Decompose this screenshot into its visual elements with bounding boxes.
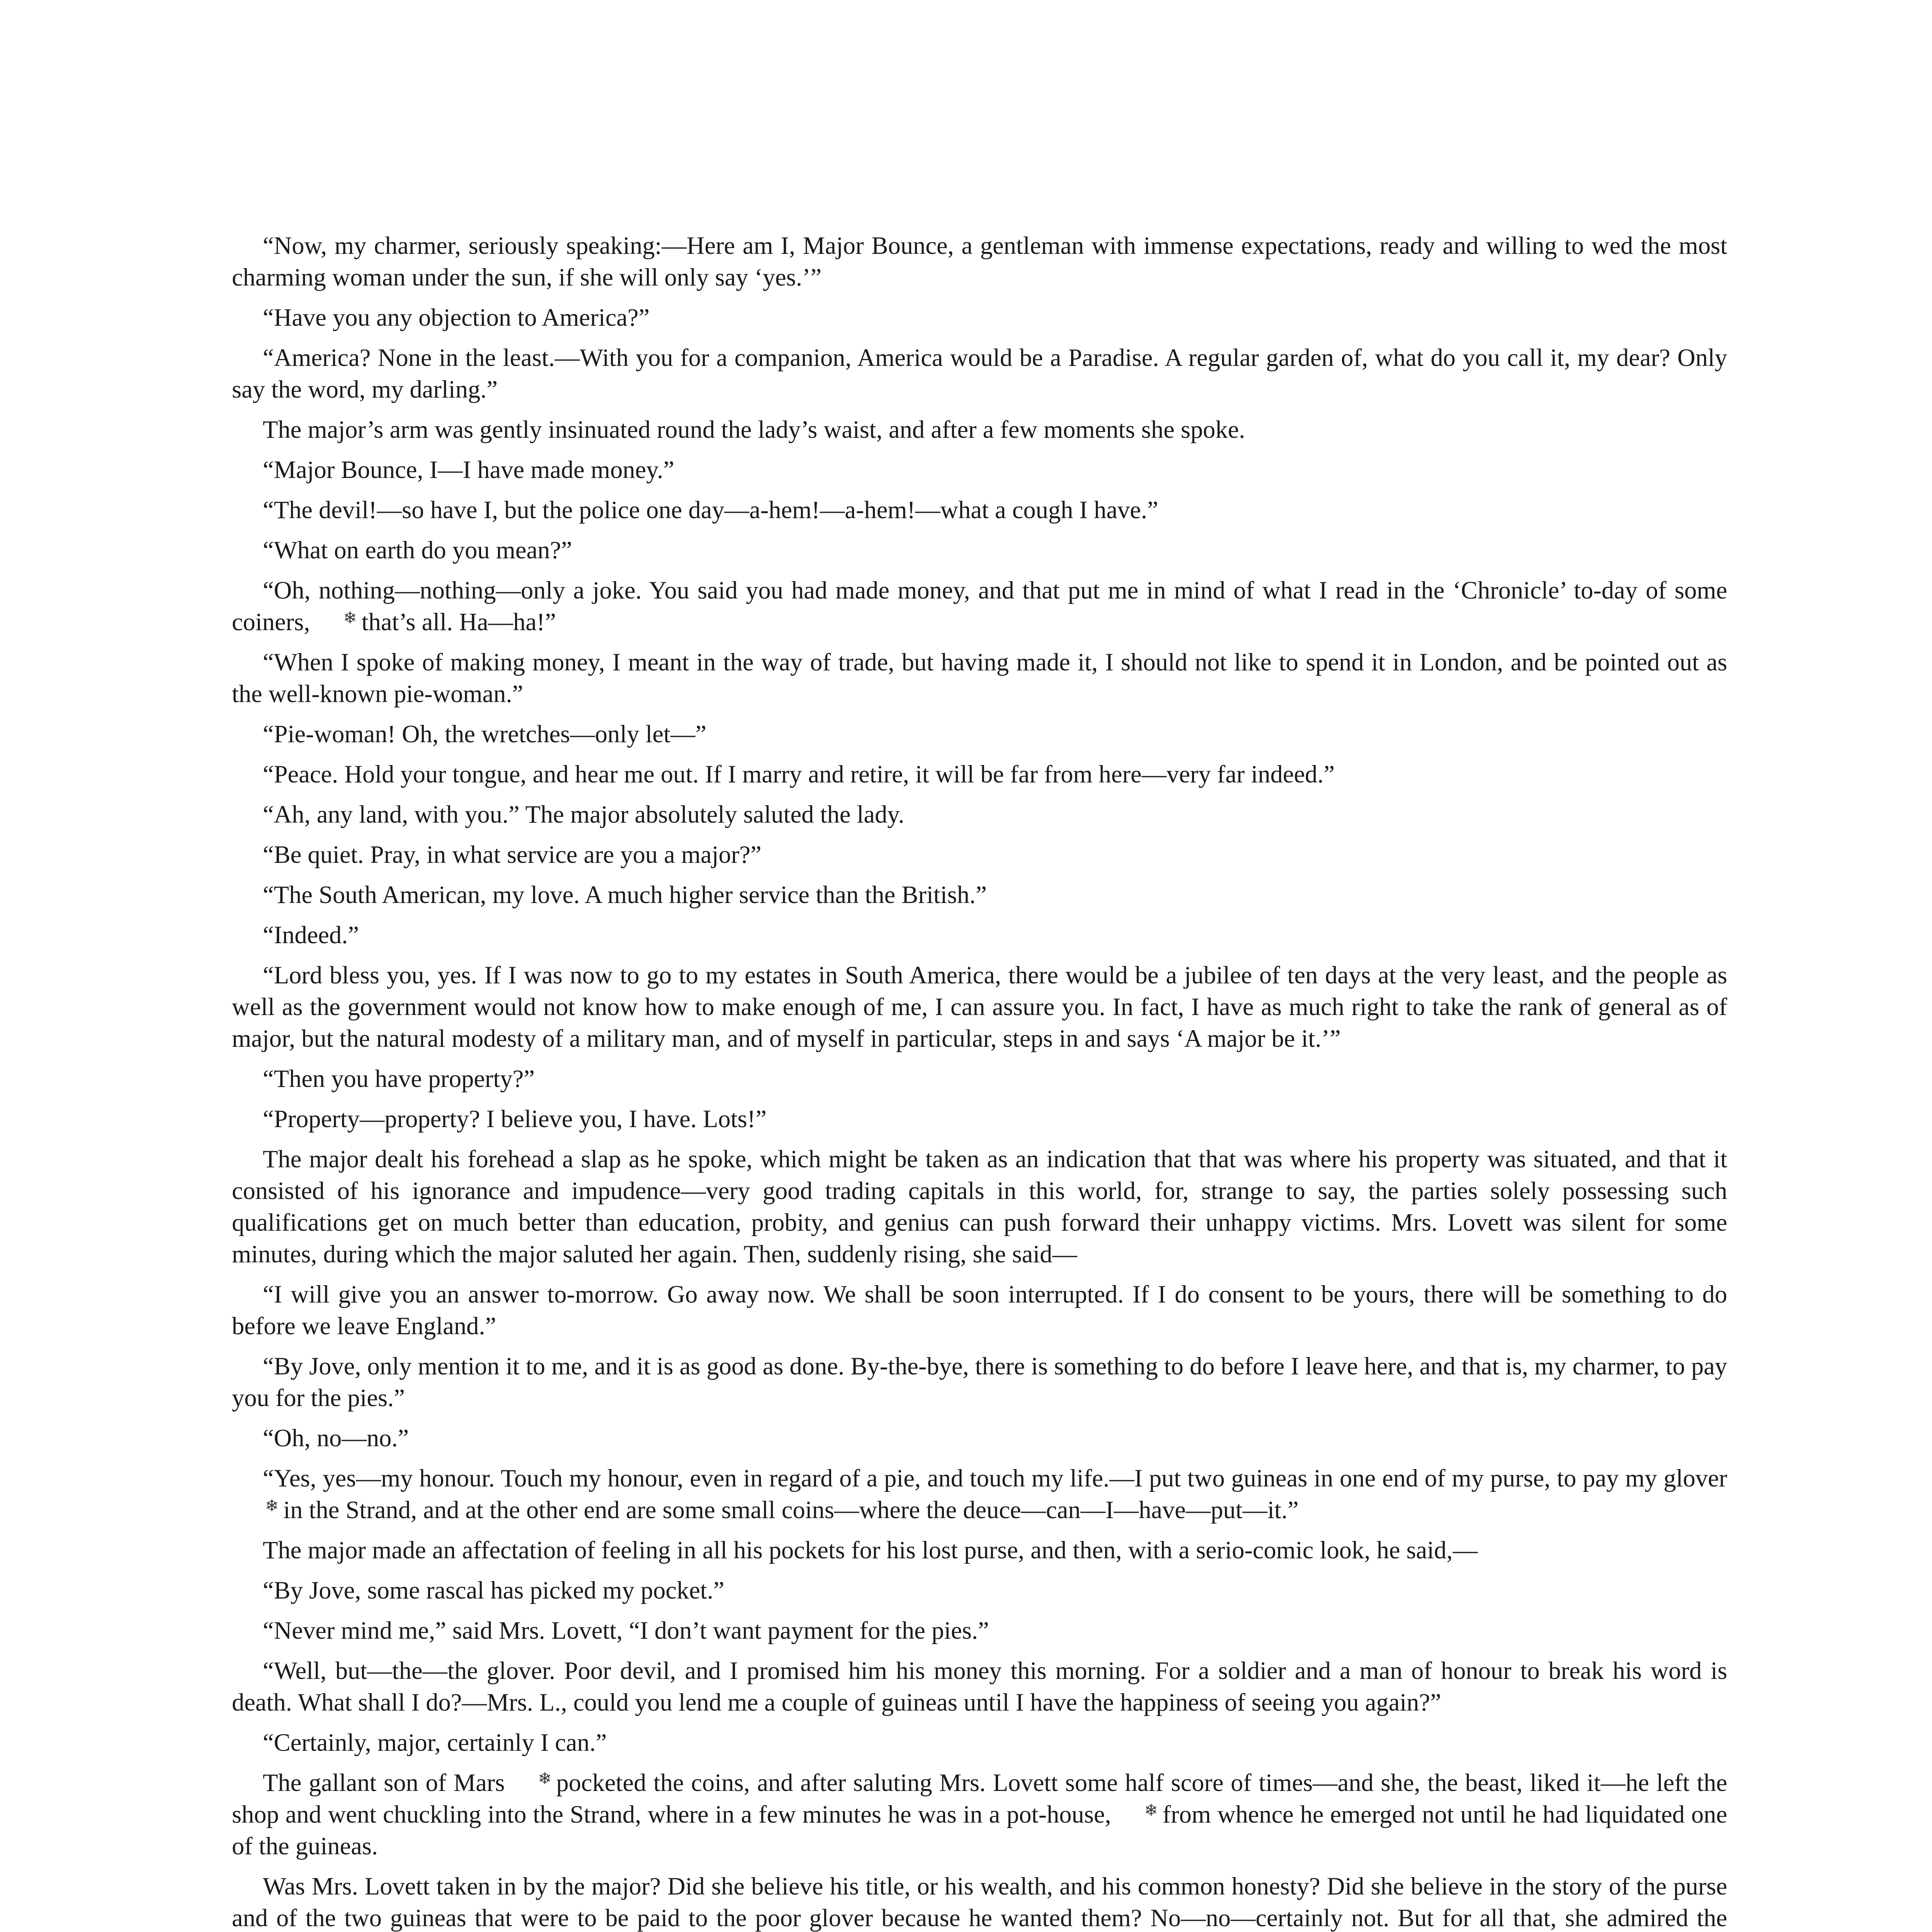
paragraph: “Now, my charmer, seriously speaking:—Here am I, Major Bounce, a gentleman with immense expectations, ready and willing to wed the most charming woman under the sun, if she will only say ‘yes.’”: [232, 232, 1727, 291]
paragraph: The major made an affectation of feeling in all his pockets for his lost purse, and then, with a serio-comic look, he said,—: [263, 1536, 1478, 1564]
paragraph: “Ah, any land, with you.” The major absolutely saluted the lady.: [263, 801, 905, 828]
footnote-marker-link[interactable]: ❄: [343, 609, 357, 627]
paragraph: “Then you have property?”: [263, 1065, 535, 1092]
paragraph: “America? None in the least.—With you for a companion, America would be a Paradise. A regular garden of, what do you call it, my dear? Only say the word, my darling.”: [232, 344, 1727, 403]
paragraph: “Oh, nothing—nothing—only a joke. You said you had made money, and that put me in mind of what I read in the ‘Chronicle’ to-day of some coiners, ❄ that’s all. Ha—ha!”: [232, 577, 1727, 636]
footnote-marker-link[interactable]: ❄: [538, 1770, 552, 1788]
paragraph: “When I spoke of making money, I meant in the way of trade, but having made it, I should not like to spend it in London, and be pointed out as the well-known pie-woman.”: [232, 648, 1727, 707]
paragraph: “Never mind me,” said Mrs. Lovett, “I don’t want payment for the pies.”: [263, 1617, 989, 1644]
paragraph: “Have you any objection to America?”: [263, 304, 650, 331]
paragraph: “By Jove, some rascal has picked my pocket.”: [263, 1577, 724, 1604]
paragraph: “Oh, no—no.”: [263, 1424, 409, 1452]
paragraph: “I will give you an answer to-morrow. Go away now. We shall be soon interrupted. If I do consent to be yours, there will be something to do before we leave England.”: [232, 1281, 1727, 1340]
paragraph: “Be quiet. Pray, in what service are you a major?”: [263, 841, 762, 868]
paragraph: The major dealt his forehead a slap as he spoke, which might be taken as an indication that that was where his property was situated, and that it consisted of his ignorance and impudence—very good trading capitals in this world, for, strange to say, the parties solely possessing such qualifications get on much better than education, probity, and genius can push forward their unhappy victims. Mrs. Lovett was silent for some minutes, during which the major saluted her again. Then, suddenly rising, she said—: [232, 1145, 1727, 1268]
paragraph: “Well, but—the—the glover. Poor devil, and I promised him his money this morning. For a soldier and a man of honour to break his word is death. What shall I do?—Mrs. L., could you lend me a couple of guineas until I have the happiness of seeing you again?”: [232, 1657, 1727, 1716]
paragraph: “The devil!—so have I, but the police one day—a-hem!—a-hem!—what a cough I have.”: [263, 496, 1158, 524]
paragraph: “Pie-woman! Oh, the wretches—only let—”: [263, 720, 707, 748]
paragraph: “Lord bless you, yes. If I was now to go to my estates in South America, there would be a jubilee of ten days at the very least, and the people as well as the government would not know how to make enough of me, I can assure you. In fact, I have as much right to take the rank of general as of major, but the natural modesty of a military man, and of myself in particular, steps in and says ‘A major be it.’”: [232, 961, 1727, 1052]
paragraph: The major’s arm was gently insinuated round the lady’s waist, and after a few moments she spoke.: [263, 416, 1245, 443]
paragraph: “Peace. Hold your tongue, and hear me out. If I marry and retire, it will be far from here—very far indeed.”: [263, 760, 1335, 788]
footnote-marker-link[interactable]: ❄: [1144, 1802, 1158, 1820]
paragraph: “Property—property? I believe you, I have. Lots!”: [263, 1105, 767, 1133]
paragraph: “Indeed.”: [263, 921, 359, 949]
paragraph: “Certainly, major, certainly I can.”: [263, 1729, 607, 1756]
paragraph: “By Jove, only mention it to me, and it is as good as done. By-the-bye, there is something to do before I leave here, and that is, my charmer, to pay you for the pies.”: [232, 1352, 1727, 1412]
paragraph: The gallant son of Mars ❄ pocketed the coins, and after saluting Mrs. Lovett some half score of times—and she, the beast, liked it—he left the shop and went chuckling into the Strand, where in a few minutes he was in a pot-house, ❄ from whence he emerged not until he had liquidated one of the guineas.: [232, 1769, 1728, 1860]
footnote-marker-link[interactable]: ❄: [265, 1497, 279, 1515]
paragraph: Was Mrs. Lovett taken in by the major? Did she believe his title, or his wealth, and his common honesty? Did she believe in the story of the purse and of the two guineas that were to be paid to the poor glover because he wanted them? No—no—certainly not. But for all that, she admired the: [232, 1872, 1727, 1932]
page-body: [232, 230, 1727, 1932]
paragraph: “The South American, my love. A much higher service than the British.”: [263, 881, 987, 908]
paragraph: “Yes, yes—my honour. Touch my honour, even in regard of a pie, and touch my life.—I put two guineas in one end of my purse, to pay my glover❄ in the Strand, and at the other end are some small coins—where the deuce—can—I—have—put—it.”: [232, 1463, 1727, 1526]
paragraph: “Major Bounce, I—I have made money.”: [263, 456, 675, 483]
paragraph: “What on earth do you mean?”: [263, 536, 572, 564]
